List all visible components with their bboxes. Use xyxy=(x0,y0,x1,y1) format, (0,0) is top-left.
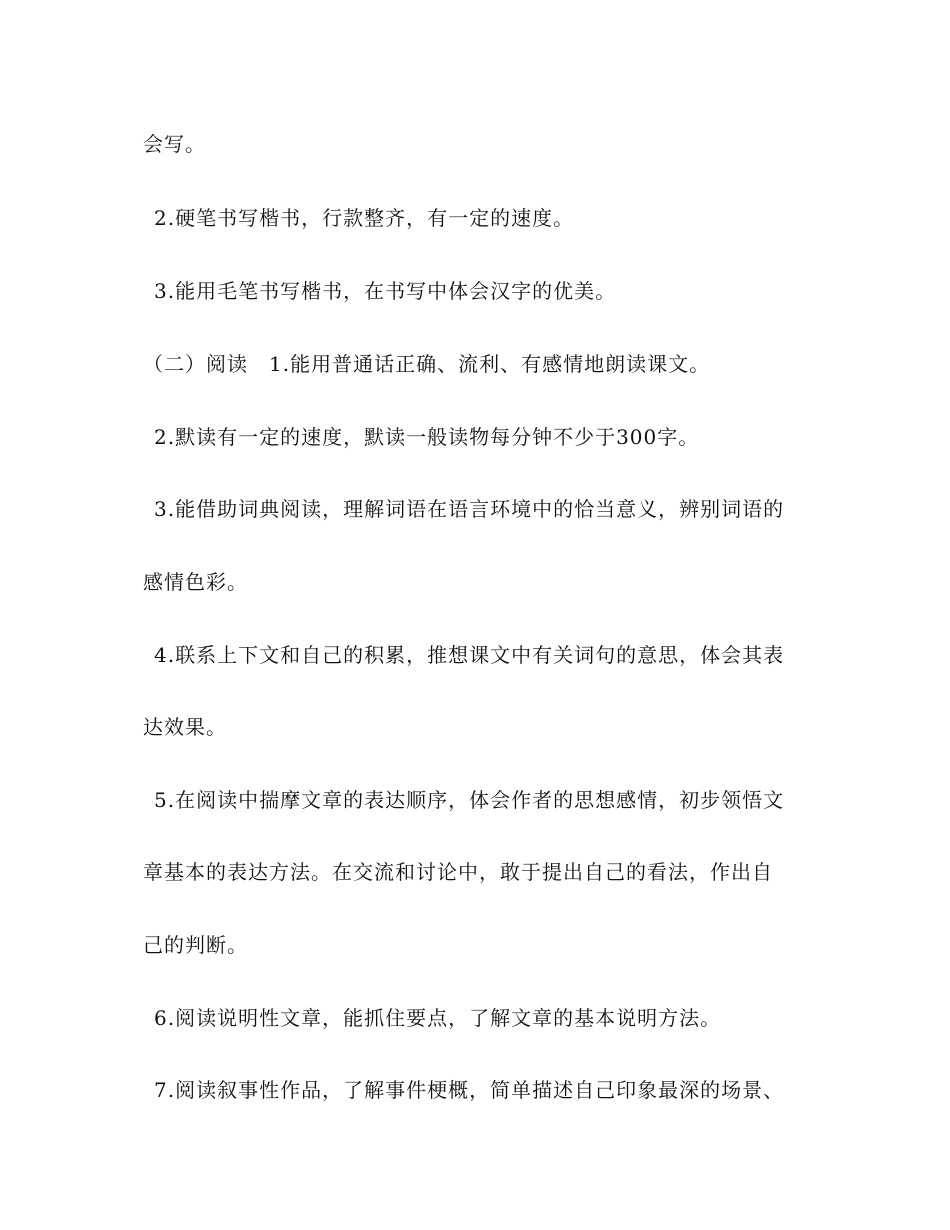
text-line: 会写。 xyxy=(143,132,206,156)
text-line: 己的判断。 xyxy=(143,933,248,957)
text-line: 3.能借助词典阅读，理解词语在语言环境中的恰当意义，辨别词语的 xyxy=(154,497,785,521)
text-line: 2.硬笔书写楷书，行款整齐，有一定的速度。 xyxy=(154,206,575,230)
text-line: 3.能用毛笔书写楷书，在书写中体会汉字的优美。 xyxy=(154,279,617,303)
text-line: 7.阅读叙事性作品，了解事件梗概，简单描述自己印象最深的场景、 xyxy=(154,1078,785,1102)
text-line: 6.阅读说明性文章，能抓住要点，了解文章的基本说明方法。 xyxy=(154,1006,722,1030)
text-line: 5.在阅读中揣摩文章的表达顺序，体会作者的思想感情，初步领悟文 xyxy=(154,788,785,812)
text-line: （二）阅读 1.能用普通话正确、流利、有感情地朗读课文。 xyxy=(143,352,711,376)
text-line: 达效果。 xyxy=(143,715,227,739)
text-line: 感情色彩。 xyxy=(143,570,248,594)
text-line: 2.默读有一定的速度，默读一般读物每分钟不少于300字。 xyxy=(154,425,700,449)
text-line: 章基本的表达方法。在交流和讨论中，敢于提出自己的看法，作出自 xyxy=(143,860,773,884)
text-line: 4.联系上下文和自己的积累，推想课文中有关词句的意思，体会其表 xyxy=(154,643,785,667)
